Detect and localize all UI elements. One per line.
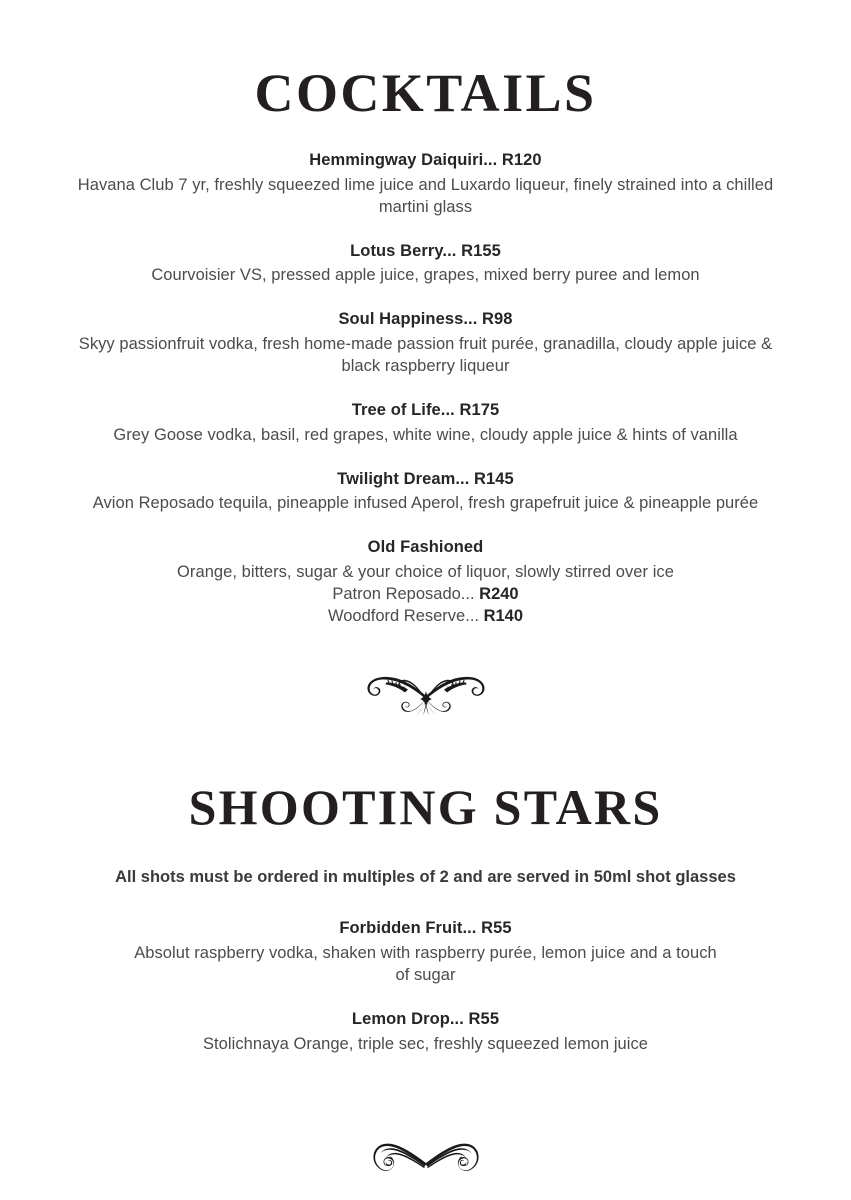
menu-item-name: Soul Happiness... R98: [338, 310, 513, 329]
menu-item: [38, 400, 813, 447]
menu-item: [38, 469, 813, 516]
menu-item-description: Orange, bitters, sugar & your choice of liquor, slowly stirred over ice: [177, 563, 674, 582]
variant-label: Woodford Reserve...: [327, 607, 479, 626]
menu-item-description: Avion Reposado tequila, pineapple infused Aperol, fresh grapefruit juice & pineapple purée: [92, 494, 759, 513]
menu-item-name: Forbidden Fruit... R55: [339, 919, 512, 938]
menu-item-old-fashioned: [38, 537, 813, 628]
menu-item-description: Havana Club 7 yr, freshly squeezed lime juice and Luxardo liqueur, finely strained into a chilled martini glass: [77, 175, 774, 216]
variant-price: R240: [479, 585, 519, 604]
menu-item: [38, 150, 813, 219]
shooting-stars-note: All shots must be ordered in multiples of 2 and are served in 50ml shot glasses: [115, 867, 736, 886]
menu-item-name: Lemon Drop... R55: [351, 1009, 500, 1028]
menu-item-name: Tree of Life... R175: [351, 400, 500, 419]
menu-item-name: Lotus Berry... R155: [350, 241, 501, 260]
menu-item: [38, 241, 813, 288]
divider-ornament-bottom-wrapper: [38, 1132, 813, 1184]
menu-item: [38, 1009, 813, 1056]
section-note-wrapper: [38, 866, 813, 888]
menu-item-name: Twilight Dream... R145: [337, 469, 514, 488]
divider-ornament-top-wrapper: [38, 672, 813, 720]
flourish-diamond-ornament: [351, 672, 501, 720]
menu-item-variant: [38, 584, 813, 606]
section-title-cocktails: COCKTAILS: [254, 63, 597, 123]
menu-item-description: Courvoisier VS, pressed apple juice, grapes, mixed berry puree and lemon: [151, 266, 700, 285]
menu-item-description: Skyy passionfruit vodka, fresh home-made passion fruit purée, granadilla, cloudy apple juice & black raspberry liqueur: [78, 335, 773, 376]
cocktails-item-list: [38, 150, 813, 628]
flourish-wing-ornament: [350, 1132, 502, 1184]
menu-item-name: Old Fashioned: [367, 538, 484, 557]
variant-label: Patron Reposado...: [332, 585, 475, 604]
menu-item-name: Hemmingway Daiquiri... R120: [309, 151, 542, 169]
menu-item-description: Stolichnaya Orange, triple sec, freshly squeezed lemon juice: [202, 1034, 649, 1053]
section-title-shooting-stars: SHOOTING STARS: [188, 778, 663, 835]
menu-item-variant: [38, 606, 813, 628]
section-header-shooting-stars: [38, 778, 813, 835]
menu-item-description: Absolut raspberry vodka, shaken with raspberry purée, lemon juice and a touch of sugar: [134, 944, 717, 984]
menu-item: [38, 918, 813, 987]
menu-item-description: Grey Goose vodka, basil, red grapes, white wine, cloudy apple juice & hints of vanilla: [113, 425, 738, 444]
shooting-stars-item-list: [38, 918, 813, 1055]
variant-price: R140: [483, 607, 524, 626]
menu-item: [38, 309, 813, 378]
